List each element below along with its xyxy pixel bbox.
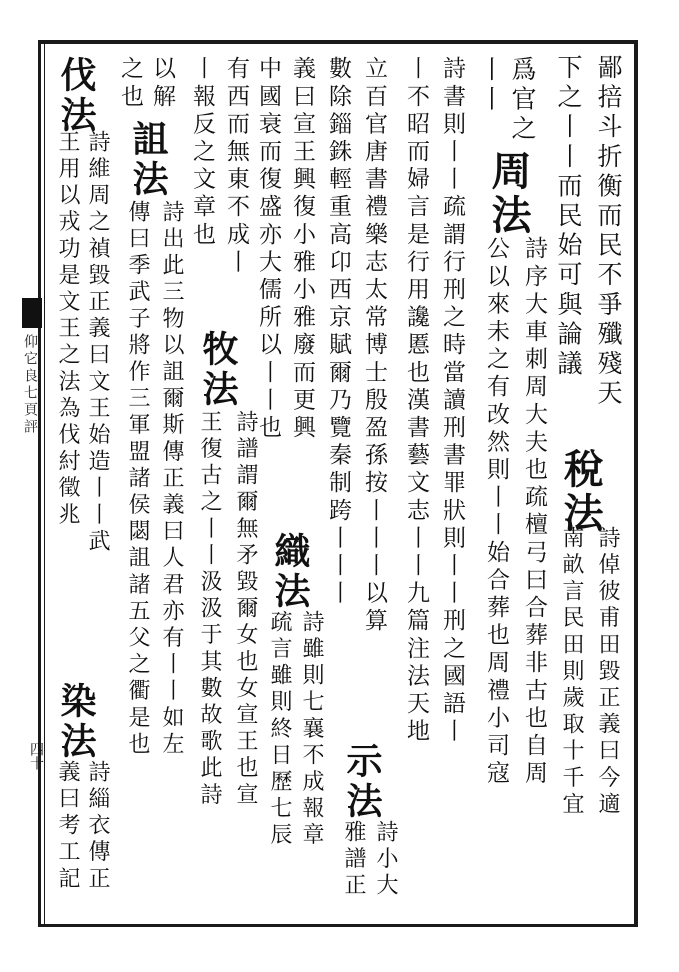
text-column: 詩小大: [373, 820, 398, 900]
section-heading: 牧法: [197, 330, 239, 410]
text-column: 下之丨丨而民始可與論議: [554, 54, 583, 380]
text-column: 王用以戎功是文王之法為伐紂徵兆: [55, 130, 80, 529]
text-column: 義曰宣王興復小雅小雅廢而更興: [289, 56, 315, 443]
text-column: 爲官之: [508, 56, 537, 145]
section-heading: 染法: [55, 682, 97, 762]
text-column: 丨報反之文章也: [189, 56, 215, 250]
text-column: 詩緇衣傳正: [85, 760, 110, 893]
text-column: 南畝言民田則歲取十千宜: [559, 526, 584, 819]
section-heading: 伐法: [55, 56, 97, 136]
text-column: 立百官唐書禮樂志太常博士殷盈孫按丨丨丨以算: [361, 56, 387, 636]
section-heading: 織法: [269, 532, 311, 612]
text-column: 丨不昭而婦言是行用讒慝也漢書藝文志丨丨九篇注法天地: [403, 56, 429, 746]
text-column: 詩書則丨丨疏謂行刑之時當讀刑書罪狀則丨丨刑之國語丨: [439, 56, 465, 746]
section-heading: 稅法: [557, 448, 604, 536]
text-column: 詩倬彼甫田毀正義曰今適: [595, 526, 620, 819]
section-heading: 示法: [341, 742, 383, 822]
left-border: [38, 40, 41, 927]
text-column: 詩序大車刺周大夫也疏檀弓曰合葬非古也自周: [521, 236, 547, 788]
text-column: 丨丨: [476, 56, 505, 116]
right-border: [634, 40, 638, 927]
text-column: 詩譜謂爾無矛毀爾女也女宣王也宣: [233, 410, 258, 809]
text-column: 之也: [117, 56, 143, 112]
text-column: 數除錙銖輕重高卬西京賦爾乃覽秦制跨丨丨丨: [325, 56, 351, 608]
text-column: 詩出此三物以詛爾斯傳正義曰人君亦有丨丨如左: [159, 200, 184, 759]
bottom-border: [38, 924, 638, 927]
fold-line: [44, 40, 45, 927]
margin-tab-block: [22, 298, 42, 328]
text-column: 有西而無東不成丨: [223, 56, 249, 277]
text-column: 以解: [149, 56, 175, 112]
margin-tab: 仰它良七頁評: [22, 334, 38, 436]
text-column: 義曰考工記: [55, 760, 80, 893]
text-column: 鄙掊斗折衡而民不爭殲殘天: [594, 54, 623, 410]
text-column: 傳曰季武子將作三軍盟諸侯閟詛諸五父之衢是也: [125, 200, 150, 759]
text-column: 雅譜正: [341, 820, 366, 900]
text-column: 王復古之丨丨汲汲于其數故歌此詩: [197, 410, 222, 809]
section-heading: 詛法: [127, 120, 169, 200]
text-column: 詩雖則七襄不成報章: [299, 610, 324, 850]
text-column: 中國衰而復盛亦大儒所以丨丨也: [255, 56, 281, 443]
page-number: 四十: [28, 742, 44, 770]
section-heading: 周法: [485, 150, 532, 238]
text-column: 疏言雖則終日歷七辰: [267, 610, 292, 850]
top-border: [38, 40, 638, 44]
text-column: 詩維周之禎毀正義曰文王始造丨丨武: [85, 130, 110, 556]
text-column: 公以來未之有改然則丨丨始合葬也周禮小司寇: [483, 236, 509, 788]
